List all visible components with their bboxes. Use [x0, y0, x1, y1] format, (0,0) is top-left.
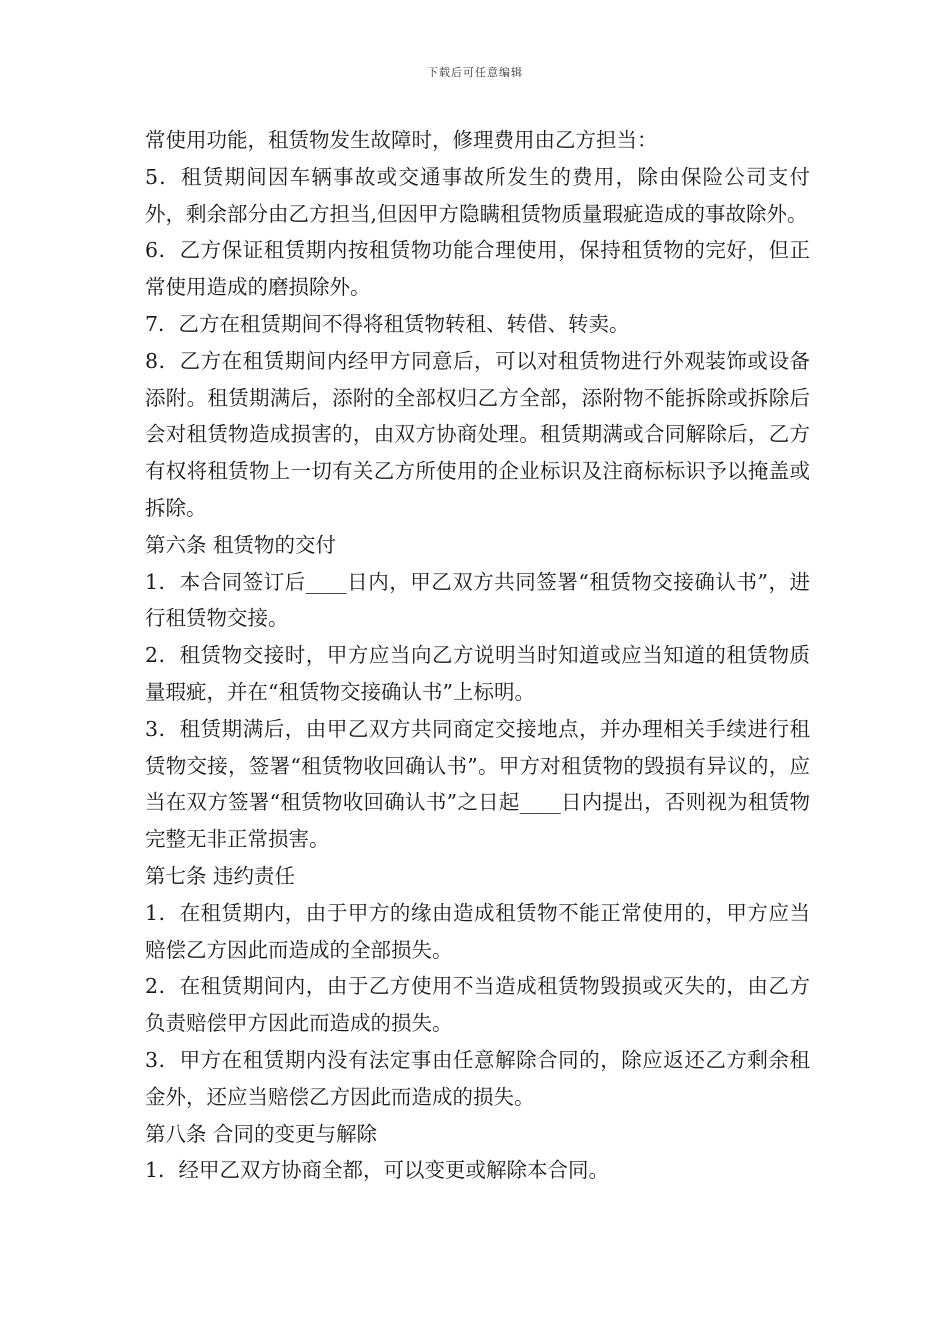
list-item-1: 1．经甲乙双方协商全都，可以变更或解除本合同。	[145, 1158, 610, 1183]
list-item-7: 7．乙方在租赁期间不得将租赁物转租、转借、转卖。	[145, 311, 630, 336]
list-item-1: 1．在租赁期内，由于甲方的缘由造成租赁物不能正常使用的，甲方应当赔偿乙方因此而造成的全部损失。	[145, 900, 810, 962]
document-body	[145, 122, 810, 1189]
list-item-6: 6．乙方保证租赁期内按租赁物功能合理使用，保持租赁物的完好，但正常使用造成的磨损除外。	[145, 238, 810, 300]
list-item-3: 3．租赁期满后，由甲乙双方共同商定交接地点，并办理相关手续进行租赁物交接，签署“租赁物收回确认书”。甲方对租赁物的毁损有异议的，应当在双方签署“租赁物收回确认书”之日起____日内提出，否则视为租赁物完整无非正常损害。	[145, 716, 810, 852]
list-item-2: 2．租赁物交接时，甲方应当向乙方说明当时知道或应当知道的租赁物质量瑕疵，并在“租赁物交接确认书”上标明。	[145, 643, 810, 704]
list-item-8: 8．乙方在租赁期间内经甲方同意后，可以对租赁物进行外观装饰或设备添附。租赁期满后，添附的全部权归乙方全部，添附物不能拆除或拆除后会对租赁物造成损害的，由双方协商处理。租赁期满或合同解除后，乙方有权将租赁物上一切有关乙方所使用的企业标识及注商标标识予以掩盖或拆除。	[145, 348, 810, 520]
paragraph: 常使用功能，租赁物发生故障时，修理费用由乙方担当：	[145, 128, 658, 152]
page-header: 下载后可任意编辑	[427, 66, 523, 79]
section-heading-6: 第六条 租赁物的交付	[145, 532, 337, 557]
section-heading-8: 第八条 合同的变更与解除	[145, 1121, 378, 1146]
section-heading-7: 第七条 违约责任	[145, 863, 296, 888]
list-item-3: 3．甲方在租赁期内没有法定事由任意解除合同的，除应返还乙方剩余租金外，还应当赔偿乙方因此而造成的损失。	[145, 1047, 810, 1109]
list-item-1: 1．本合同签订后____日内，甲乙双方共同签署“租赁物交接确认书”，进行租赁物交接。	[145, 569, 810, 631]
list-item-5: 5．租赁期间因车辆事故或交通事故所发生的费用，除由保险公司支付外，剩余部分由乙方担当,但因甲方隐瞒租赁物质量瑕疵造成的事故除外。	[145, 164, 810, 226]
list-item-2: 2．在租赁期间内，由于乙方使用不当造成租赁物毁损或灭失的，由乙方负责赔偿甲方因此而造成的损失。	[145, 974, 810, 1036]
